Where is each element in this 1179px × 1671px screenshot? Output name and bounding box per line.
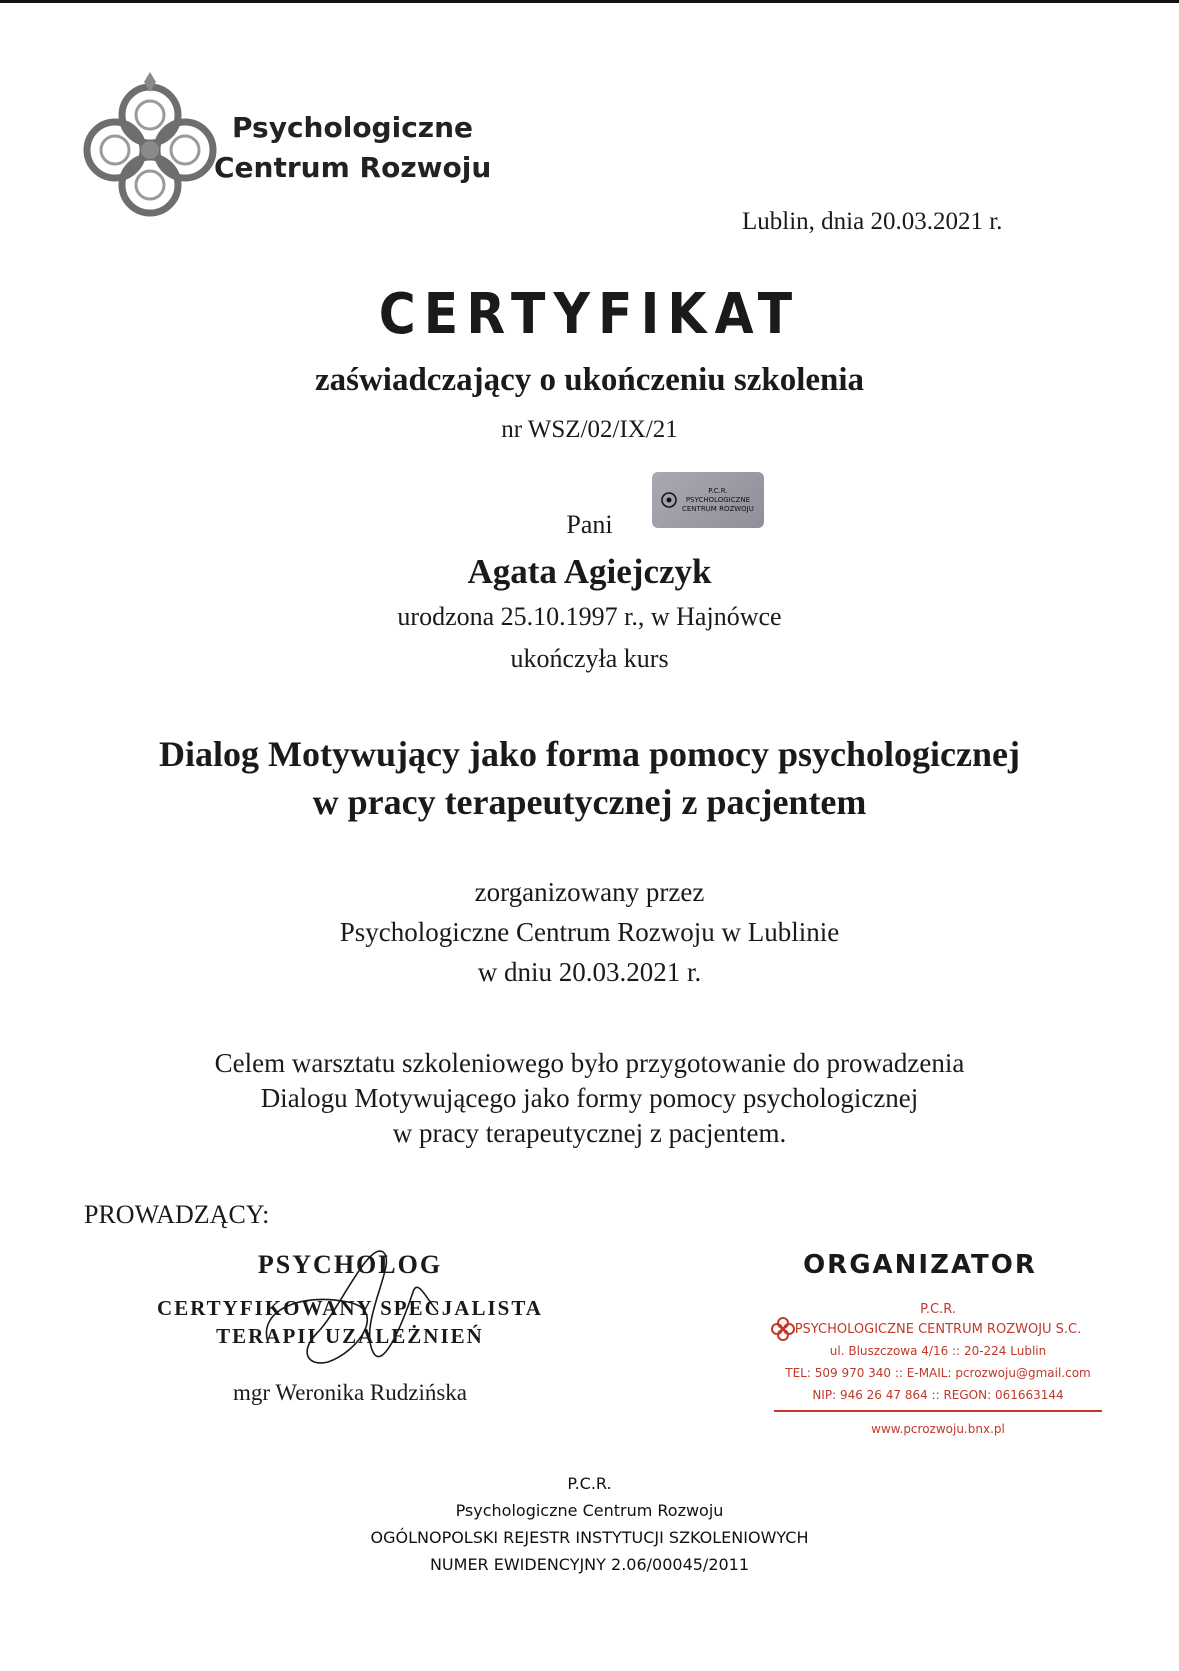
spec-line-1: CERTYFIKOWANY SPECJALISTA — [157, 1296, 543, 1320]
org-stamp-line-5: NIP: 946 26 47 864 :: REGON: 061663144 — [812, 1388, 1064, 1402]
trainer-name: mgr Weronika Rudzińska — [232, 1380, 468, 1405]
org-stamp-line-1: P.C.R. — [920, 1302, 956, 1317]
salutation: Pani — [566, 510, 613, 539]
footer-line-2: Psychologiczne Centrum Rozwoju — [455, 1501, 724, 1520]
org-stamp-line-2: PSYCHOLOGICZNE CENTRUM ROZWOJU S.C. — [794, 1322, 1082, 1337]
spec-line-2: TERAPII UZALEŻNIEŃ — [216, 1324, 484, 1348]
birth-info: urodzona 25.10.1997 r., w Hajnówce — [397, 602, 782, 631]
org-flower-icon — [768, 1314, 798, 1344]
certificate-title: CERTYFIKAT — [378, 282, 801, 347]
course-line-2: w pracy terapeutycznej z pacjentem — [312, 782, 867, 822]
brand-line-1: Psychologiczne — [232, 111, 474, 144]
top-border-line — [0, 0, 1179, 3]
footer-line-1: P.C.R. — [567, 1474, 612, 1493]
handwritten-signature — [238, 1232, 458, 1387]
organizer-stamp — [760, 1300, 1116, 1440]
stamp-line-1: P.C.R. — [708, 486, 728, 495]
place-date: Lublin, dnia 20.03.2021 r. — [742, 208, 1003, 235]
brand-name — [214, 108, 492, 188]
organized-line-1: zorganizowany przez — [474, 877, 705, 907]
org-stamp-rule — [774, 1410, 1102, 1412]
brand-line-2: Centrum Rozwoju — [214, 151, 492, 184]
stamp-line-3: CENTRUM ROZWOJU — [682, 504, 754, 513]
stamp-emblem-icon — [660, 491, 678, 509]
org-stamp-line-6: www.pcrozwoju.bnx.pl — [871, 1422, 1005, 1436]
purpose-line-3: w pracy terapeutycznej z pacjentem. — [392, 1118, 787, 1148]
org-stamp-line-3: ul. Bluszczowa 4/16 :: 20-224 Lublin — [829, 1344, 1047, 1358]
organized-by — [0, 872, 1179, 992]
recipient-name: Agata Agiejczyk — [467, 552, 712, 591]
certificate-subtitle: zaświadczający o ukończeniu szkolenia — [314, 362, 865, 398]
organized-line-3: w dniu 20.03.2021 r. — [477, 957, 702, 987]
course-line-1: Dialog Motywujący jako forma pomocy psychologicznej — [159, 734, 1020, 774]
completion-text: ukończyła kurs — [510, 644, 669, 673]
purpose-line-2: Dialogu Motywującego jako formy pomocy psychologicznej — [260, 1083, 919, 1113]
organized-line-2: Psychologiczne Centrum Rozwoju w Lublinie — [339, 917, 840, 947]
clover-logo-icon — [70, 70, 230, 230]
course-title — [0, 730, 1179, 826]
footer-line-3: OGÓLNOPOLSKI REJESTR INSTYTUCJI SZKOLENIOWYCH — [370, 1528, 809, 1547]
trainer-label: PROWADZĄCY: — [84, 1200, 270, 1229]
footer-line-4: NUMER EWIDENCYJNY 2.06/00045/2011 — [429, 1555, 750, 1574]
organizer-label: ORGANIZATOR — [803, 1250, 1037, 1280]
trainer-title: PSYCHOLOG — [257, 1250, 443, 1279]
purpose-line-1: Celem warsztatu szkoleniowego było przygotowanie do prowadzenia — [214, 1048, 965, 1078]
certificate-number: nr WSZ/02/IX/21 — [501, 416, 678, 443]
course-purpose — [0, 1046, 1179, 1151]
stamp-line-2: PSYCHOLOGICZNE — [685, 495, 751, 504]
org-stamp-line-4: TEL: 509 970 340 :: E-MAIL: pcrozwoju@gmail.com — [785, 1366, 1091, 1380]
footer — [0, 1470, 1179, 1578]
